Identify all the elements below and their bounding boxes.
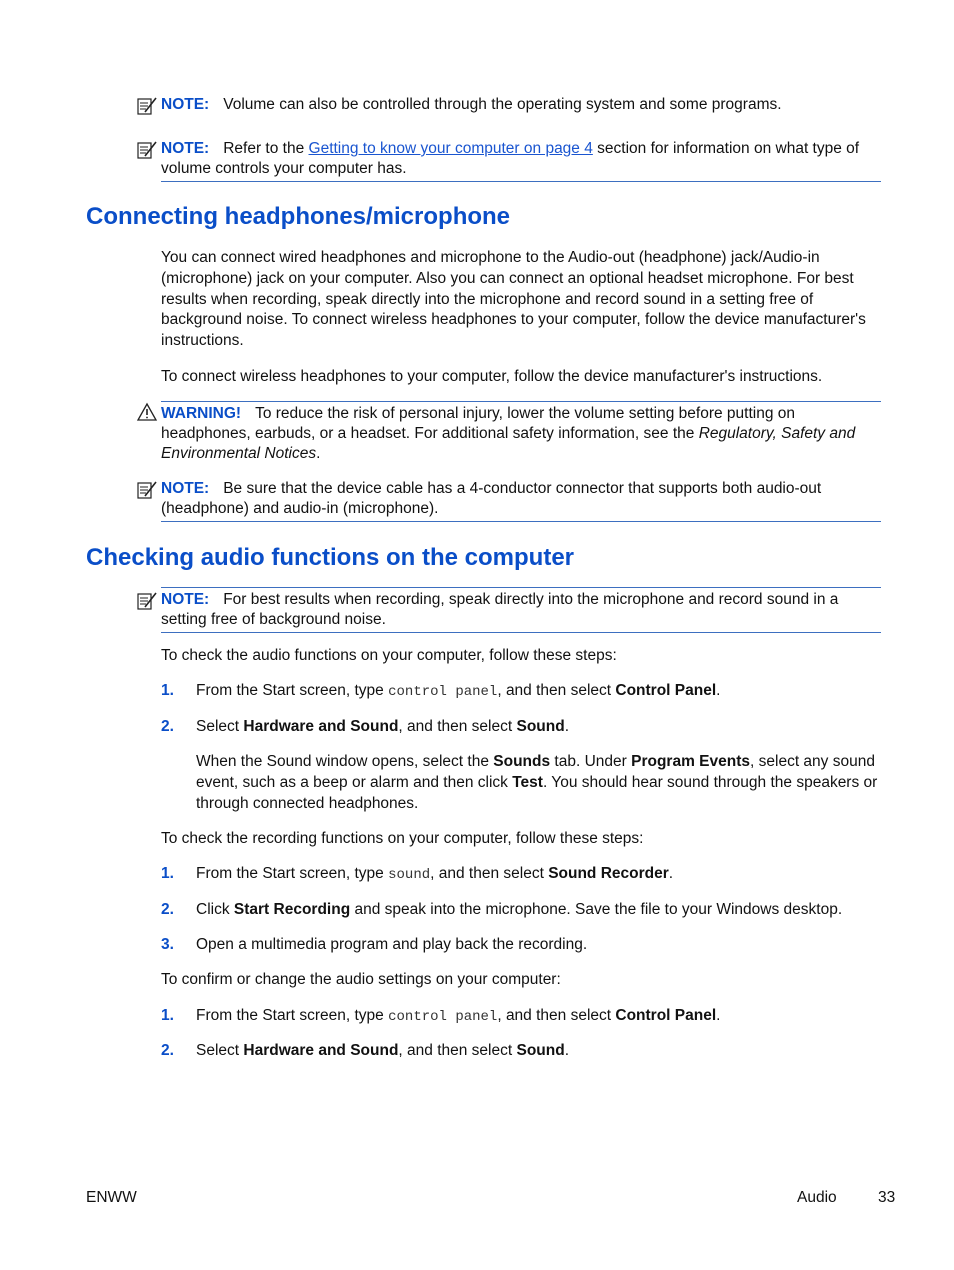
step-text: and speak into the microphone. Save the file to your Windows desktop. — [350, 901, 843, 918]
ui-term: Hardware and Sound — [243, 718, 399, 735]
ui-term: Control Panel — [615, 682, 717, 699]
step-1-control-panel — [161, 681, 881, 703]
warning-text: To reduce the risk of personal injury, lower the volume setting before putting on headphones, earbuds, or a headset. For additional safety information, see the — [161, 405, 796, 442]
note-label: NOTE: — [161, 591, 210, 608]
ui-term: Test — [512, 773, 543, 791]
note-recording — [136, 587, 881, 633]
step-text: . — [564, 718, 570, 735]
step-text: . — [716, 1007, 721, 1024]
step-text: , and then select — [398, 1042, 517, 1059]
step-number: 2. — [161, 901, 174, 918]
step-text: Click — [196, 901, 234, 918]
footer-enww: ENWW — [86, 1189, 137, 1206]
note-icon — [136, 591, 158, 611]
step-text: , select any sound event, such as a beep or alarm and then click — [196, 753, 875, 791]
step-text: , and then select — [497, 682, 616, 699]
command-text: sound — [388, 867, 431, 883]
ui-term: Start Recording — [233, 901, 351, 918]
step-3-playback — [161, 935, 881, 956]
note-text-post: section for information on what type of volume controls your computer has. — [161, 140, 860, 177]
ui-term: Sound — [516, 1042, 565, 1059]
command-text: control panel — [388, 684, 498, 700]
note-volume — [136, 95, 881, 115]
intro-recording-check: To check the recording functions on your computer, follow these steps: — [161, 830, 644, 847]
note-cable — [136, 479, 881, 522]
step-text: , and then select — [430, 865, 549, 882]
step-1-control-panel-2 — [161, 1006, 881, 1028]
step-text: , and then select — [398, 718, 517, 735]
ui-term: Hardware and Sound — [243, 1042, 399, 1059]
note-text: For best results when recording, speak directly into the microphone and record sound in a setting free of background noise. — [161, 591, 839, 628]
step-text: Select — [196, 718, 244, 735]
getting-to-know-link[interactable]: Getting to know your computer on page 4 — [308, 140, 593, 157]
step-text: tab. Under — [550, 753, 632, 770]
step-2-hardware-sound — [161, 717, 881, 738]
ui-term: Control Panel — [615, 1007, 717, 1024]
step-2-start-recording — [161, 900, 881, 921]
step-text: When the Sound window opens, select the — [196, 753, 494, 770]
footer-section: Audio — [797, 1189, 837, 1206]
paragraph-headphones: You can connect wired headphones and microphone to the Audio-out (headphone) jack/Audio-in (microphone) jack on your computer. Also you can connect an optional headset microphone. For best results when recording, speak directly into the microphone and record sound in a setting free of background noise. To connect wireless headphones to your computer, follow the device manufacturer's instructions. — [161, 249, 866, 350]
step-text: From the Start screen, type — [196, 1007, 389, 1024]
step-text: Open a multimedia program and play back the recording. — [196, 936, 588, 953]
step-number: 1. — [161, 865, 174, 882]
ui-term: Sound — [516, 718, 565, 735]
step-number: 2. — [161, 1042, 174, 1059]
intro-audio-settings: To confirm or change the audio settings on your computer: — [161, 971, 561, 988]
warning-volume — [136, 401, 881, 464]
note-text: Be sure that the device cable has a 4-conductor connector that supports both audio-out (headphone) and audio-in (microphone). — [161, 480, 822, 517]
note-label: NOTE: — [161, 140, 210, 157]
step-1-sound-recorder — [161, 864, 881, 886]
step-number: 2. — [161, 718, 174, 735]
ui-term: Program Events — [631, 753, 751, 770]
step-text: Select — [196, 1042, 244, 1059]
page-number: 33 — [878, 1189, 896, 1206]
note-icon — [136, 140, 158, 160]
warning-icon — [136, 402, 158, 422]
note-text-pre: Refer to the — [223, 140, 309, 157]
step-2-subtext — [161, 752, 881, 814]
step-number: 3. — [161, 936, 174, 953]
warning-text-end: . — [316, 445, 321, 462]
note-volume-controls — [136, 139, 881, 182]
intro-audio-check: To check the audio functions on your computer, follow these steps: — [161, 647, 617, 664]
ui-term: Sound Recorder — [548, 865, 669, 882]
note-text: Volume can also be controlled through the operating system and some programs. — [223, 96, 782, 113]
step-2-hardware-sound-2 — [161, 1041, 881, 1062]
step-text: . — [668, 865, 674, 882]
step-text: From the Start screen, type — [196, 865, 389, 882]
step-text: , and then select — [497, 1007, 616, 1024]
note-icon — [136, 480, 158, 500]
step-text: . — [564, 1042, 570, 1059]
note-label: NOTE: — [161, 96, 210, 113]
note-icon — [136, 96, 158, 116]
step-text: . You should hear sound through the speakers or through connected headphones. — [196, 773, 878, 812]
note-label: NOTE: — [161, 480, 210, 497]
paragraph-wireless: To connect wireless headphones to your computer, follow the device manufacturer's instructions. — [161, 368, 823, 385]
step-number: 1. — [161, 682, 174, 699]
step-text: From the Start screen, type — [196, 682, 389, 699]
warning-label: WARNING! — [161, 405, 242, 422]
section-title-audio-check: Checking audio functions on the computer — [86, 544, 575, 571]
section-title-headphones: Connecting headphones/microphone — [86, 203, 511, 230]
command-text: control panel — [388, 1009, 498, 1025]
regulatory-notices-title: Regulatory, Safety and Environmental Notices — [161, 425, 856, 462]
step-text: . — [716, 682, 721, 699]
step-number: 1. — [161, 1007, 174, 1024]
ui-term: Sounds — [493, 753, 551, 770]
